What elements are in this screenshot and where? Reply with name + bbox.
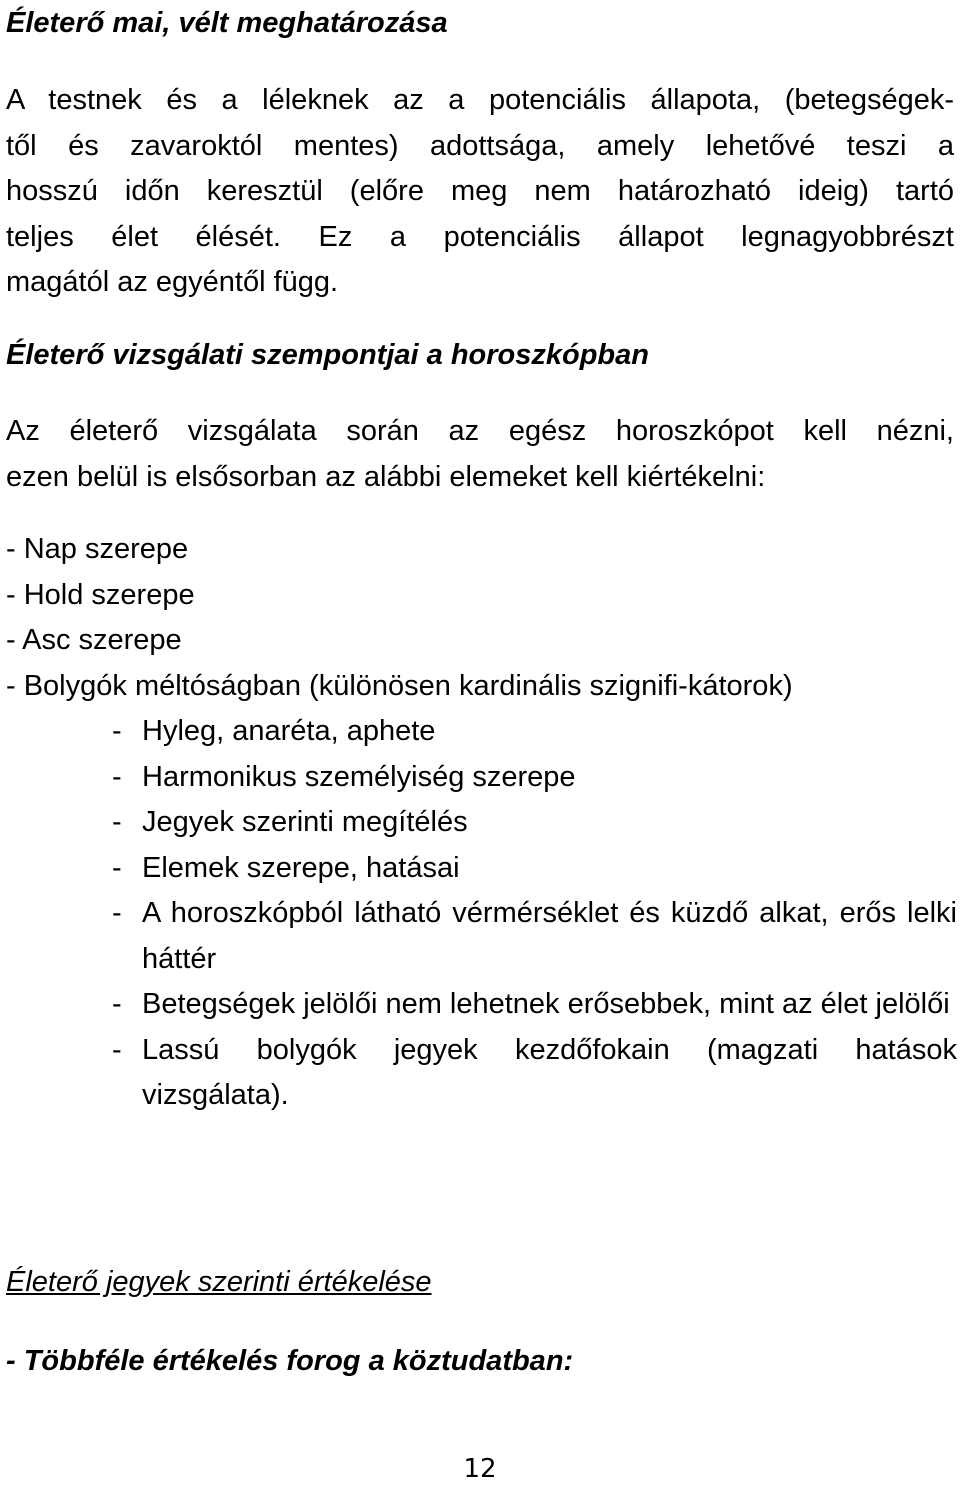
sub-list-item: - Lassú bolygók jegyek kezdőfokain (magzati hatások vizsgálata). (112, 1033, 957, 1111)
section-heading-vitality-definition: Életerő mai, vélt meghatározása (6, 7, 448, 39)
page-number: 12 (463, 1454, 497, 1484)
aspect-sublist (112, 709, 957, 1119)
list-item: - Bolygók méltóságban (különösen kardinális szignifi-kátorok) (6, 669, 793, 702)
section-heading-sign-evaluation: Életerő jegyek szerinti értékelése (6, 1266, 432, 1298)
sub-list-item: - Elemek szerepe, hatásai (112, 851, 460, 884)
paragraph-line: hosszú időn keresztül (előre meg nem határozható ideig) tartó (6, 175, 954, 207)
sub-list-item: - Harmonikus személyiség szerepe (112, 760, 576, 793)
list-item: - Hold szerepe (6, 578, 195, 611)
paragraph-line: Az életerő vizsgálata során az egész horoszkópot kell nézni, (6, 415, 954, 447)
sub-list-item: - Betegségek jelölői nem lehetnek erősebbek, mint az élet jelölői (112, 988, 950, 1020)
section-heading-multiple-evaluations: - Többféle értékelés forog a köztudatban: (6, 1345, 574, 1377)
list-item: - Asc szerepe (6, 624, 182, 656)
paragraph-examination-intro (6, 409, 954, 500)
section-heading-examination-aspects: Életerő vizsgálati szempontjai a horoszkópban (6, 339, 649, 371)
paragraph-vitality-definition (6, 78, 954, 306)
list-item: - Nap szerepe (6, 533, 189, 565)
aspect-list (6, 527, 793, 709)
paragraph-line: A testnek és a léleknek az a potenciális állapota, (betegségek- (6, 84, 954, 116)
paragraph-line: ezen belül is elsősorban az alábbi elemeket kell kiértékelni: (6, 460, 766, 493)
sub-list-item: - A horoszkópból látható vérmérséklet és küzdő alkat, erős lelki háttér (112, 897, 957, 975)
paragraph-line: teljes élet élését. Ez a potenciális állapot legnagyobbrészt (6, 220, 954, 253)
paragraph-line: től és zavaroktól mentes) adottsága, amely lehetővé teszi a (6, 129, 954, 162)
sub-list-item: - Hyleg, anaréta, aphete (112, 715, 436, 747)
paragraph-line: magától az egyéntől függ. (6, 266, 339, 298)
sub-list-item: - Jegyek szerinti megítélés (112, 806, 468, 838)
